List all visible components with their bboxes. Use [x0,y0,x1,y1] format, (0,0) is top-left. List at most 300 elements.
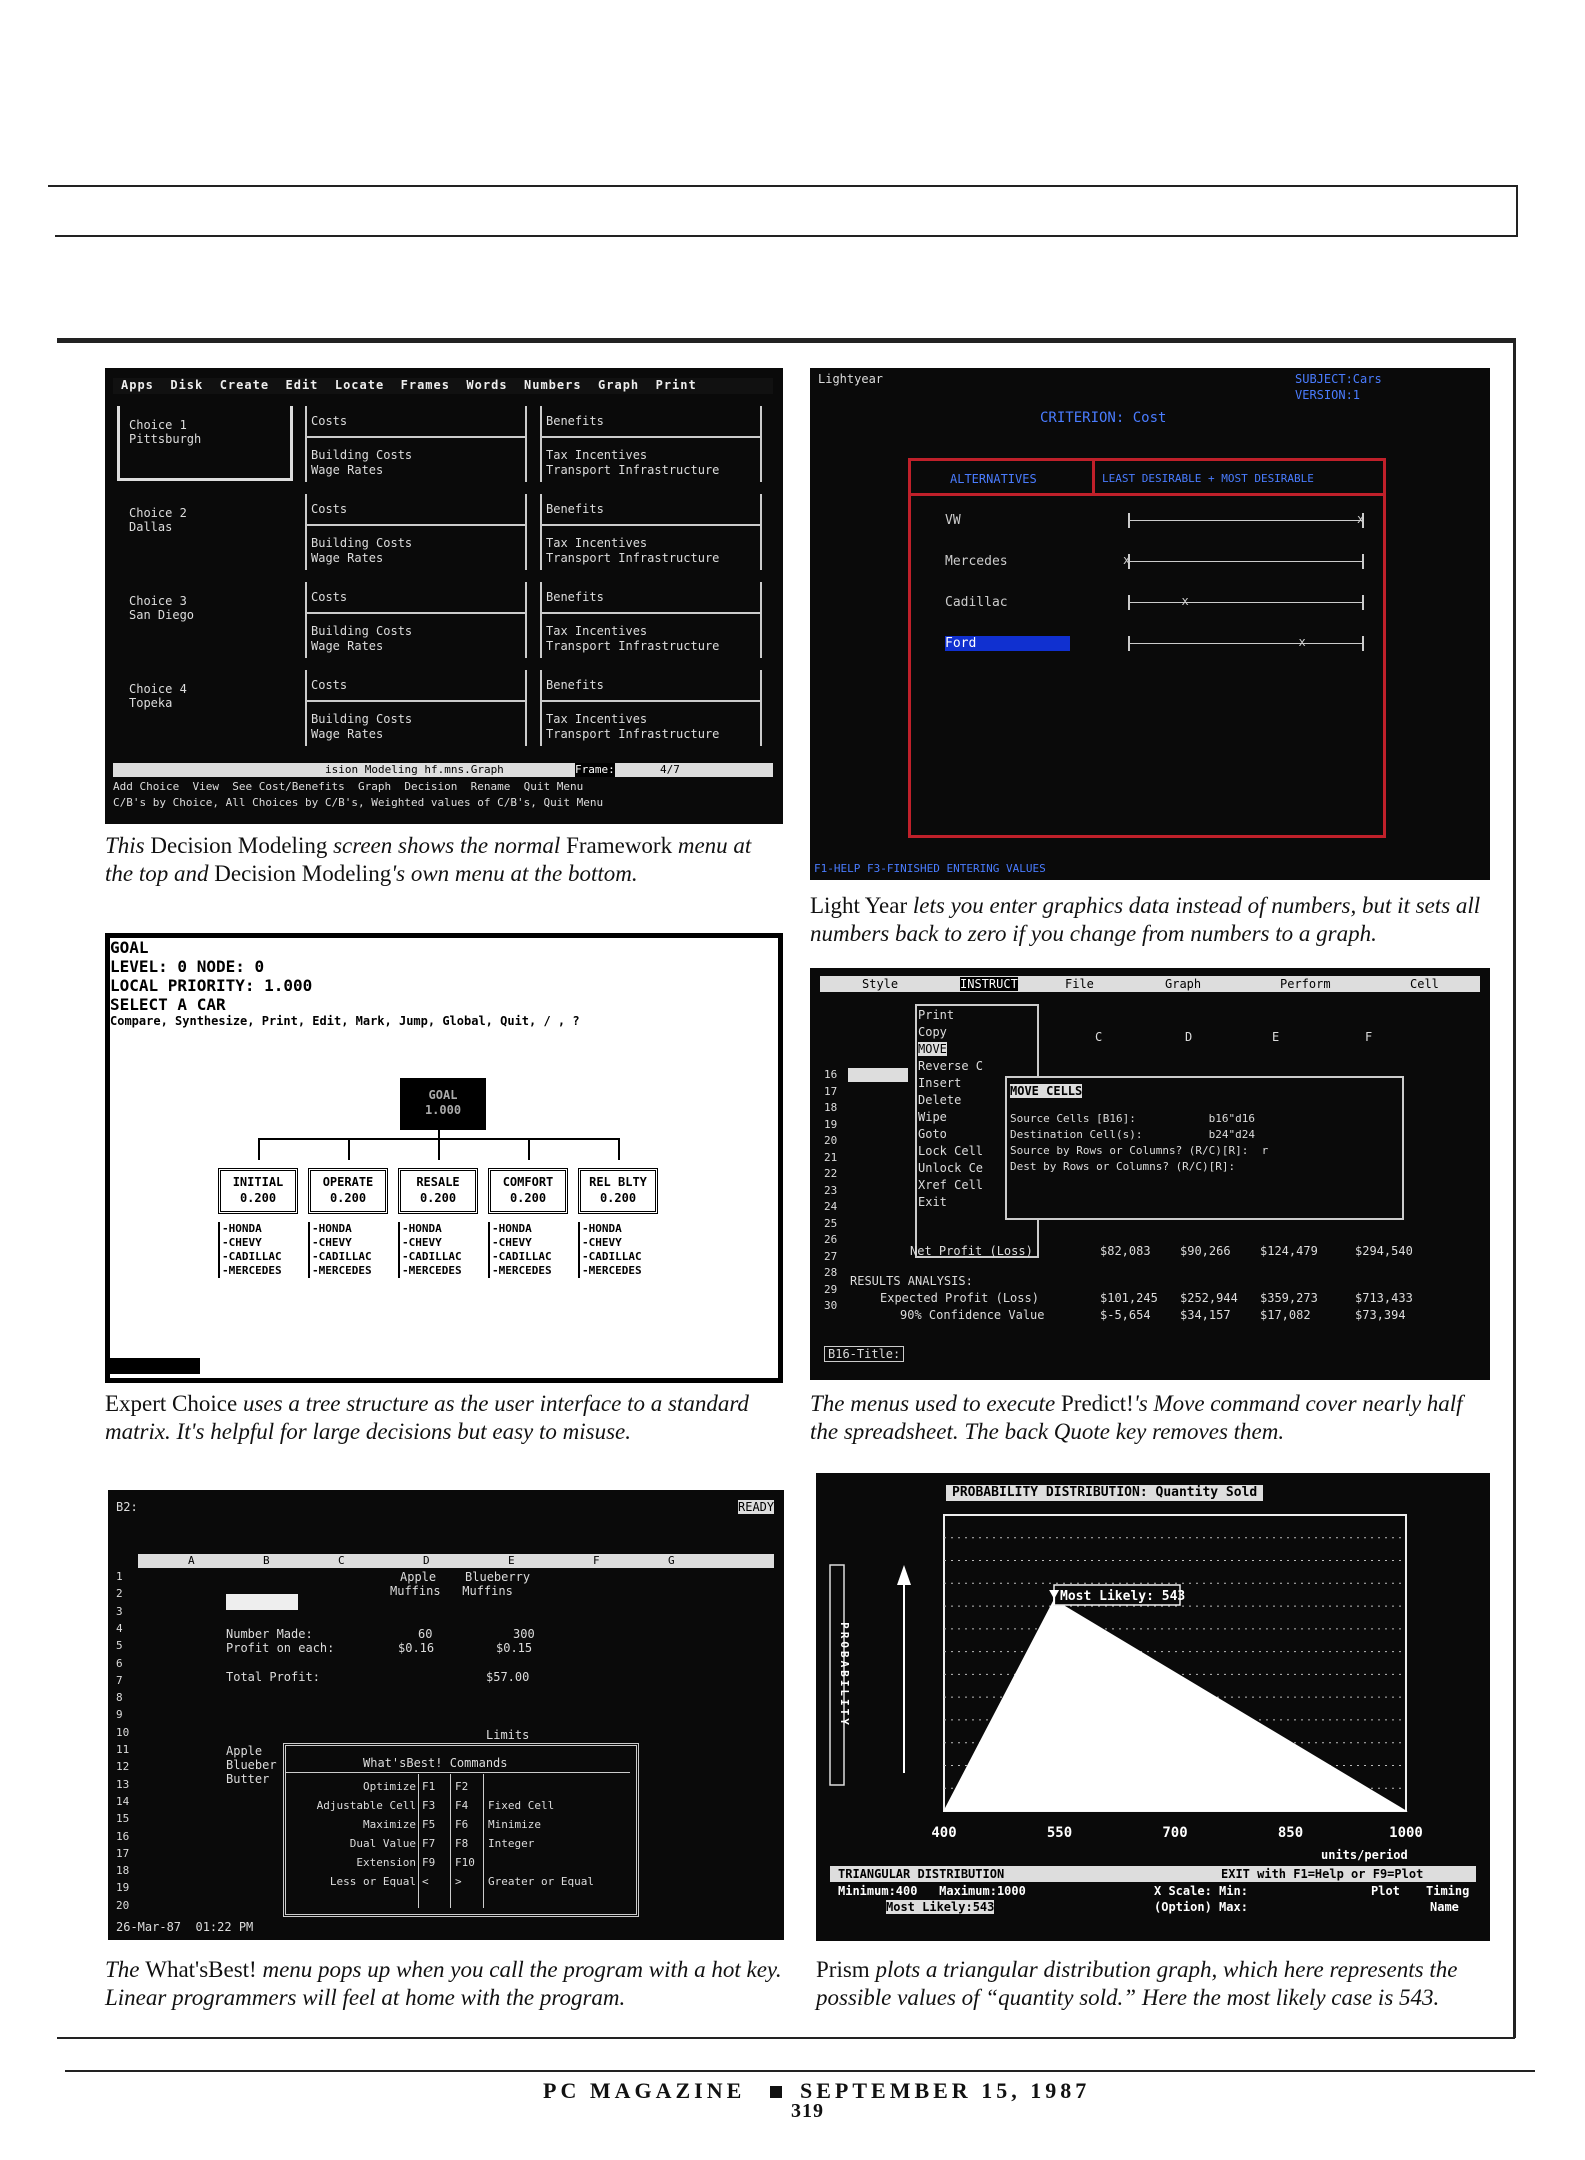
fig4-value: $34,157 [1180,1308,1231,1322]
fig5-menu-left: Extension [356,1856,416,1869]
fig3-criterion-node [308,1168,388,1214]
fig1-cost-item: Building Costs [311,536,413,550]
fig2-row-marker: x [1298,635,1306,649]
fig4-value: $101,245 [1100,1291,1158,1305]
fig1-benefit-divider [540,524,762,526]
fig3-goal: GOAL [110,938,149,957]
fig4-confidence-label: 90% Confidence Value [900,1308,1045,1322]
fig5-row-number: 14 [116,1794,130,1808]
fig3-criterion-weight: 0.200 [239,1191,277,1205]
fig1-cost-title: Costs [311,414,348,428]
fig5-menu-right: Greater or Equal [488,1875,594,1888]
fig6-name: Name [1430,1900,1459,1914]
fig1-cost-divider [305,524,527,526]
fig3-caption-part: uses a tree structure as the user interface to a standard matrix. It's helpful for large decisions but easy to misuse. [105,1391,749,1444]
content-bottom-rule [57,2037,1515,2039]
fig4-menu-item: Reverse C [918,1059,984,1073]
fig5-mode: READY [738,1500,775,1514]
fig4-value: $73,394 [1355,1308,1406,1322]
fig2-row-name: VW [945,513,961,528]
fig5-menu-key1: F9 [422,1856,436,1869]
fig5-total-label: Total Profit: [226,1670,320,1684]
fig5-made-label: Number Made: [226,1627,313,1641]
fig1-choice-label: Choice 4 [129,682,187,696]
fig1-menubar-items: Apps Disk Create Edit Locate Frames Words Numbers Graph Print [121,378,697,392]
fig2-row-track [1128,520,1362,521]
fig1-benefit-item: Tax Incentives [546,536,648,550]
fig1-cost-item: Wage Rates [311,463,384,477]
fig5-menu-left: Adjustable Cell [316,1799,416,1812]
fig2-title: Lightyear [818,372,884,386]
fig4-caption-part: Predict! [1061,1391,1134,1416]
fig4-menu-item: Delete [918,1093,962,1107]
fig4-dialog-line: Source Cells [B16]: b16"d16 [1010,1112,1256,1125]
fig4-row-number: 30 [824,1299,838,1312]
fig4-dialog-title: MOVE CELLS [1010,1084,1083,1098]
fig1-caption-part: Decision Modeling [150,833,328,858]
fig1-menu-line1: Add Choice View See Cost/Benefits Graph Decision Rename Quit Menu [113,780,584,793]
fig3-alternative: -CADILLAC [402,1250,462,1263]
fig5-menu-key1: F1 [422,1780,436,1793]
content-right-rule [1513,338,1516,2038]
fig3-criterion-name: INITIAL [232,1175,284,1189]
fig6-title: PROBABILITY DISTRIBUTION: Quantity Sold [946,1485,1263,1501]
fig2-row-name: Mercedes [945,554,1008,569]
fig5-col-header [138,1554,774,1568]
fig4-menubar-item: Cell [1410,977,1439,991]
fig1-cost-divider [305,436,527,438]
fig4-column-header: C [1095,1030,1103,1044]
fig5-made-blueberry: 300 [513,1627,535,1641]
footer-date: SEPTEMBER 15, 1987 [800,2078,1091,2103]
fig4-dialog-line: Source by Rows or Columns? (R/C)[R]: r [1010,1144,1269,1157]
fig5-column-letter: F [593,1554,600,1567]
fig1-cost-title: Costs [311,590,348,604]
fig3-alt-list [488,1222,552,1278]
fig5-profit-label: Profit on each: [226,1641,335,1655]
fig4-menubar [820,976,1480,992]
fig3-branch-drop [348,1138,350,1160]
fig4-row-number: 16 [824,1068,838,1081]
fig5-column-letter: G [668,1554,675,1567]
fig6-x-tick-label: 550 [1046,1825,1073,1841]
fig4-menu-item: Xref Cell [918,1178,984,1192]
fig3-criterion-weight: 0.200 [599,1191,637,1205]
fig5-row-number: 12 [116,1760,130,1774]
fig4-menubar-item: Style [862,977,899,991]
fig1-choice-label: Choice 1 [129,418,187,432]
fig4-row-number: 23 [824,1183,838,1197]
fig5-row-number: 19 [116,1881,130,1895]
fig5-total: $57.00 [486,1670,530,1684]
fig5-menu-key2: F4 [455,1799,469,1812]
fig1-benefit-item: Transport Infrastructure [546,463,720,477]
fig5-row-number: 1 [116,1570,123,1583]
fig4-value: $252,944 [1180,1291,1238,1305]
fig3-alternative: -CADILLAC [582,1250,642,1263]
fig4-menubar-item: File [1065,977,1094,991]
fig6-units: units/period [1321,1848,1408,1862]
fig5-menu-key1: < [422,1875,429,1888]
fig6-x-tick-label: 1000 [1389,1825,1423,1841]
fig2-caption-part: Light Year [810,893,908,918]
fig3-branch-drop [618,1138,620,1160]
fig3-branch-drop [258,1138,260,1160]
fig2-row-track [1128,602,1362,603]
fig6-xoption: (Option) Max: [1154,1900,1248,1914]
fig3-alternative: -CHEVY [222,1236,262,1249]
fig5-row-number: 18 [116,1864,130,1878]
fig1-benefit-item: Transport Infrastructure [546,551,720,565]
fig5-column-letter: A [188,1554,195,1567]
fig5-popup-divider [286,1772,630,1773]
fig3-priority: LOCAL PRIORITY: 1.000 [110,976,313,995]
fig3-criterion-node [398,1168,478,1214]
fig2-row-marker: x [1357,512,1365,526]
fig1-choice-city: Topeka [129,696,173,710]
fig5-menu-right: Integer [488,1837,535,1850]
fig5-row-number: 16 [116,1829,130,1843]
fig6-x-tick-label: 700 [1162,1825,1188,1841]
footer-page: 319 [791,2100,824,2122]
fig2-row-marker: x [1181,594,1189,608]
fig1-benefit-item: Tax Incentives [546,712,648,726]
fig1-decision-modeling-screen [105,368,783,824]
fig5-left-3: Butter [226,1772,270,1786]
fig5-popup-title: What'sBest! Commands [363,1756,508,1770]
fig5-menu-left: Optimize [363,1780,416,1793]
fig1-cost-title: Costs [311,502,348,516]
fig5-profit-apple: $0.16 [398,1641,435,1655]
fig2-row-tick-right [1362,595,1364,610]
fig3-alternative: -HONDA [582,1222,622,1235]
fig1-cost-item: Building Costs [311,712,413,726]
fig4-menu-item: Insert [918,1076,962,1090]
fig5-caption [105,1956,785,2012]
fig1-benefit-item: Transport Infrastructure [546,727,720,741]
fig4-value: $294,540 [1355,1244,1413,1258]
fig4-net-profit-label: Net Profit (Loss) [910,1244,1033,1258]
fig2-version: VERSION:1 [1295,388,1361,402]
fig1-cost-item: Building Costs [311,448,413,462]
fig5-cell-cursor [226,1594,298,1610]
fig5-menu-col-line [483,1774,484,1908]
fig3-criterion-name: RESALE [416,1175,460,1189]
fig3-criterion-weight: 0.200 [419,1191,457,1205]
fig4-row-number: 28 [824,1266,838,1279]
fig4-menu-item: Lock Cell [918,1144,984,1158]
fig5-menu-key1: F3 [422,1799,436,1812]
fig3-criterion-weight: 0.200 [509,1191,547,1205]
fig4-value: $713,433 [1355,1291,1413,1305]
fig1-status-text: ision Modeling hf.mns.Graph [325,763,504,776]
fig4-menu-item: Print [918,1008,955,1022]
fig5-menu-key2: F10 [455,1856,475,1869]
fig3-criterion-node [488,1168,568,1214]
fig5-column-letter: C [338,1554,345,1567]
fig1-status-frame: Frame: [575,763,615,776]
fig6-x-tick-label: 850 [1277,1825,1304,1841]
fig5-profit-blueberry: $0.15 [496,1641,533,1655]
fig6-annotation: Most Likely: 543 [1060,1589,1186,1604]
fig3-alt-list [308,1222,372,1278]
fig4-value: $82,083 [1100,1244,1151,1258]
fig4-row-number: 17 [824,1084,838,1098]
fig4-menubar-item: Graph [1165,977,1202,991]
fig3-alternative: -CADILLAC [492,1250,552,1263]
fig6-ylabel: PROBABILITY [838,1622,851,1728]
fig6-status-right: EXIT with F1=Help or F9=Plot [1221,1867,1424,1881]
fig4-caption-part: 's Move command cover nearly half the spreadsheet. The back Quote key removes them. [810,1391,1463,1444]
fig1-benefit-title: Benefits [546,678,604,692]
fig3-alternative: -CADILLAC [222,1250,282,1263]
fig5-menu-key2: F2 [455,1780,469,1793]
fig3-root-label: GOAL [428,1088,458,1102]
fig4-menu-item: Unlock Ce [918,1161,984,1175]
fig5-row-number: 3 [116,1604,123,1618]
fig1-menubar [113,378,773,394]
fig6-caption-part: Prism [816,1957,870,1982]
fig4-menu-item: Copy [918,1025,947,1039]
fig2-row-tick-left [1128,595,1130,610]
fig2-lightyear-screen [810,368,1490,880]
fig6-x-tick-label: 400 [931,1825,957,1841]
fig3-alt-list [398,1222,462,1278]
top-rule [48,185,1518,187]
fig2-col-desirability: LEAST DESIRABLE + MOST DESIRABLE [1102,472,1314,485]
fig1-benefit-divider [540,612,762,614]
fig3-criterion-node [578,1168,658,1214]
fig5-menu-key2: F6 [455,1818,469,1831]
fig4-row-number: 22 [824,1167,838,1180]
fig1-choice-city: Dallas [129,520,173,534]
fig4-caption-part: The menus used to execute [810,1391,1062,1416]
fig1-choice-city: Pittsburgh [129,432,202,446]
fig4-caption [810,1390,1490,1446]
fig2-row-tick-left [1128,636,1130,651]
fig2-row-track [1128,643,1362,644]
fig5-menu-right: Fixed Cell [488,1799,555,1812]
fig1-benefit-title: Benefits [546,414,604,428]
fig2-footer: F1-HELP F3-FINISHED ENTERING VALUES [814,862,1046,875]
fig2-row-name: Ford [945,636,1070,651]
fig1-status-page: 4/7 [660,763,680,776]
fig1-choice-city: San Diego [129,608,195,622]
fig3-alternative: -HONDA [492,1222,532,1235]
fig5-header-1: Apple Blueberry [400,1570,531,1584]
fig4-value: $-5,654 [1100,1308,1151,1322]
fig3-root-node [400,1078,486,1130]
fig5-made-apple: 60 [418,1627,433,1641]
fig1-caption-part: screen shows the normal [327,833,567,858]
fig3-criterion-name: REL BLTY [589,1175,647,1189]
fig3-alternative: -CADILLAC [312,1250,372,1263]
fig5-row-number: 5 [116,1639,123,1653]
fig1-caption-part: Decision Modeling [214,861,392,886]
footer-magazine: PC MAGAZINE [543,2078,746,2103]
footer-bullet [770,2086,782,2098]
fig6-caption-part: plots a triangular distribution graph, which here represents the possible values of “quantity sold.” Here the most likely case is 543. [816,1957,1458,2010]
fig5-row-number: 20 [116,1898,130,1912]
fig5-menu-col-line [450,1774,451,1908]
fig5-menu-col-line [418,1774,419,1908]
fig4-value: $124,479 [1260,1244,1318,1258]
fig1-benefit-divider [540,436,762,438]
fig1-benefit-title: Benefits [546,590,604,604]
fig5-limits: Limits [486,1728,530,1742]
fig4-dialog-line: Destination Cell(s): b24"d24 [1010,1128,1256,1141]
fig4-menu-item: Exit [918,1195,947,1209]
fig3-criterion-weight: 0.200 [329,1191,367,1205]
fig1-caption [105,832,785,888]
fig3-level: LEVEL: 0 NODE: 0 [110,957,265,976]
right-frame-top [1516,185,1518,237]
fig5-row-number: 8 [116,1691,123,1705]
fig3-criterion-name: COMFORT [502,1175,554,1189]
fig1-cost-divider [305,612,527,614]
fig1-cost-divider [305,700,527,702]
fig3-alternative: -CHEVY [582,1236,622,1249]
fig6-y-arrow-head [897,1565,911,1585]
fig5-caption-part: What'sBest! [145,1957,257,1982]
fig5-column-letter: E [508,1554,515,1567]
fig2-row-tick-left [1128,513,1130,528]
fig6-status-left: TRIANGULAR DISTRIBUTION [838,1867,1005,1881]
fig4-menubar-item: Perform [1280,977,1331,991]
fig4-row-number: 27 [824,1249,838,1263]
fig2-row-track [1128,561,1362,562]
fig1-cost-item: Building Costs [311,624,413,638]
fig6-xscale: X Scale: Min: [1154,1884,1248,1898]
fig1-caption-part: Framework [566,833,673,858]
fig3-caption [105,1390,785,1446]
fig5-row-number: 6 [116,1656,123,1670]
fig1-menu-line2: C/B's by Choice, All Choices by C/B's, Weighted values of C/B's, Quit Menu [113,796,604,809]
fig3-alternative: -MERCEDES [312,1264,372,1277]
fig3-alternative: -CHEVY [492,1236,532,1249]
fig1-cost-title: Costs [311,678,348,692]
fig4-cell-ref: B16-Title: [824,1346,904,1362]
fig6-fields-2: Most Likely:543 [886,1900,995,1914]
fig4-menu-item: Wipe [918,1110,947,1124]
fig4-column-header: D [1185,1030,1193,1044]
fig5-caption-part: menu pops up when you call the program with a hot key. Linear programmers will feel at home with the program. [105,1957,782,2010]
fig5-column-letter: B [263,1554,270,1567]
fig4-menubar-item: INSTRUCT [960,977,1018,991]
fig1-cost-item: Wage Rates [311,639,384,653]
fig2-caption [810,892,1490,948]
fig1-cost-item: Wage Rates [311,551,384,565]
fig5-menu-key2: F8 [455,1837,469,1850]
fig4-cell-cursor [848,1068,908,1082]
fig5-datetime: 26-Mar-87 01:22 PM [116,1920,254,1934]
fig3-alt-list [578,1222,642,1278]
fig5-menu-key1: F5 [422,1818,436,1831]
fig5-menu-key2: > [455,1875,462,1888]
fig3-expert-choice-screen [105,933,783,1383]
fig5-row-number: 17 [116,1846,130,1860]
fig3-alt-list [218,1222,282,1278]
fig6-timing: Timing [1426,1884,1470,1898]
fig5-left-2: Blueber [226,1758,277,1772]
fig1-caption-part: This [105,833,151,858]
fig1-benefit-divider [540,700,762,702]
fig3-alternative: -CHEVY [312,1236,352,1249]
fig5-menu-left: Dual Value [349,1837,416,1850]
fig4-row-number: 25 [824,1216,838,1230]
fig4-value: $17,082 [1260,1308,1311,1322]
fig3-branch-drop [528,1138,530,1160]
fig4-row-number: 18 [824,1101,838,1114]
fig4-column-header: E [1272,1030,1280,1044]
fig4-row-number: 24 [824,1200,838,1213]
fig3-branch-drop [438,1138,440,1160]
fig3-root-value: 1.000 [424,1103,462,1117]
fig2-row-tick-right [1362,554,1364,569]
fig5-header-2: Muffins Muffins [390,1584,513,1598]
fig4-results: RESULTS ANALYSIS: [850,1274,973,1288]
fig1-benefit-item: Tax Incentives [546,448,648,462]
fig1-choice-label: Choice 2 [129,506,187,520]
fig2-col-alternatives: ALTERNATIVES [950,472,1037,486]
fig4-value: $90,266 [1180,1244,1231,1258]
fig4-predict-screen [810,968,1490,1380]
fig3-criterion-node [218,1168,298,1214]
fig5-menu-left: Maximize [363,1818,416,1831]
fig4-row-number: 19 [824,1117,838,1131]
fig5-cell: B2: [116,1500,138,1514]
fig5-row-number: 10 [116,1725,130,1739]
fig5-menu-key1: F7 [422,1837,436,1850]
fig5-menu-right: Minimize [488,1818,541,1831]
fig3-menu-bar [110,1358,200,1374]
fig5-row-number: 15 [116,1812,130,1826]
fig4-dialog-line: Dest by Rows or Columns? (R/C)[R]: [1010,1160,1236,1173]
fig1-benefit-item: Tax Incentives [546,624,648,638]
fig3-alternative: -MERCEDES [402,1264,462,1277]
fig3-alternative: -CHEVY [402,1236,442,1249]
fig5-whatsbest-screen [108,1490,784,1940]
fig1-choice-label: Choice 3 [129,594,187,608]
fig5-menu-left: Less or Equal [329,1875,416,1888]
fig5-left-1: Apple [226,1744,263,1758]
fig3-alternative: -MERCEDES [582,1264,642,1277]
fig3-alternative: -HONDA [312,1222,352,1235]
fig5-row-number: 2 [116,1587,123,1601]
fig2-header-divider [1092,461,1095,493]
fig3-alternative: -MERCEDES [222,1264,282,1277]
fig3-criterion-name: OPERATE [322,1175,374,1189]
fig4-row-number: 29 [824,1282,838,1296]
fig4-row-number: 21 [824,1150,838,1164]
fig4-value: $359,273 [1260,1291,1318,1305]
fig5-row-number: 13 [116,1777,130,1791]
fig2-row-name: Cadillac [945,595,1008,610]
fig4-menu-item: MOVE [918,1042,947,1056]
fig5-row-number: 7 [116,1673,123,1687]
fig6-plot: Plot [1371,1884,1400,1898]
fig4-expected-label: Expected Profit (Loss) [880,1291,1039,1305]
fig3-heading: SELECT A CAR [110,995,226,1014]
fig5-row-number: 4 [116,1621,123,1635]
fig5-row-number: 11 [116,1743,130,1756]
fig2-subject: SUBJECT:Cars [1295,372,1382,386]
fig3-alternative: -MERCEDES [492,1264,552,1277]
footer-rule [65,2070,1535,2072]
fig2-caption-part: lets you enter graphics data instead of numbers, but it sets all numbers back to zero if you change from numbers to a graph. [810,893,1481,946]
fig3-menu: Compare, Synthesize, Print, Edit, Mark, Jump, Global, Quit, / , ? [110,1014,580,1028]
fig6-triangle-area [944,1600,1406,1811]
